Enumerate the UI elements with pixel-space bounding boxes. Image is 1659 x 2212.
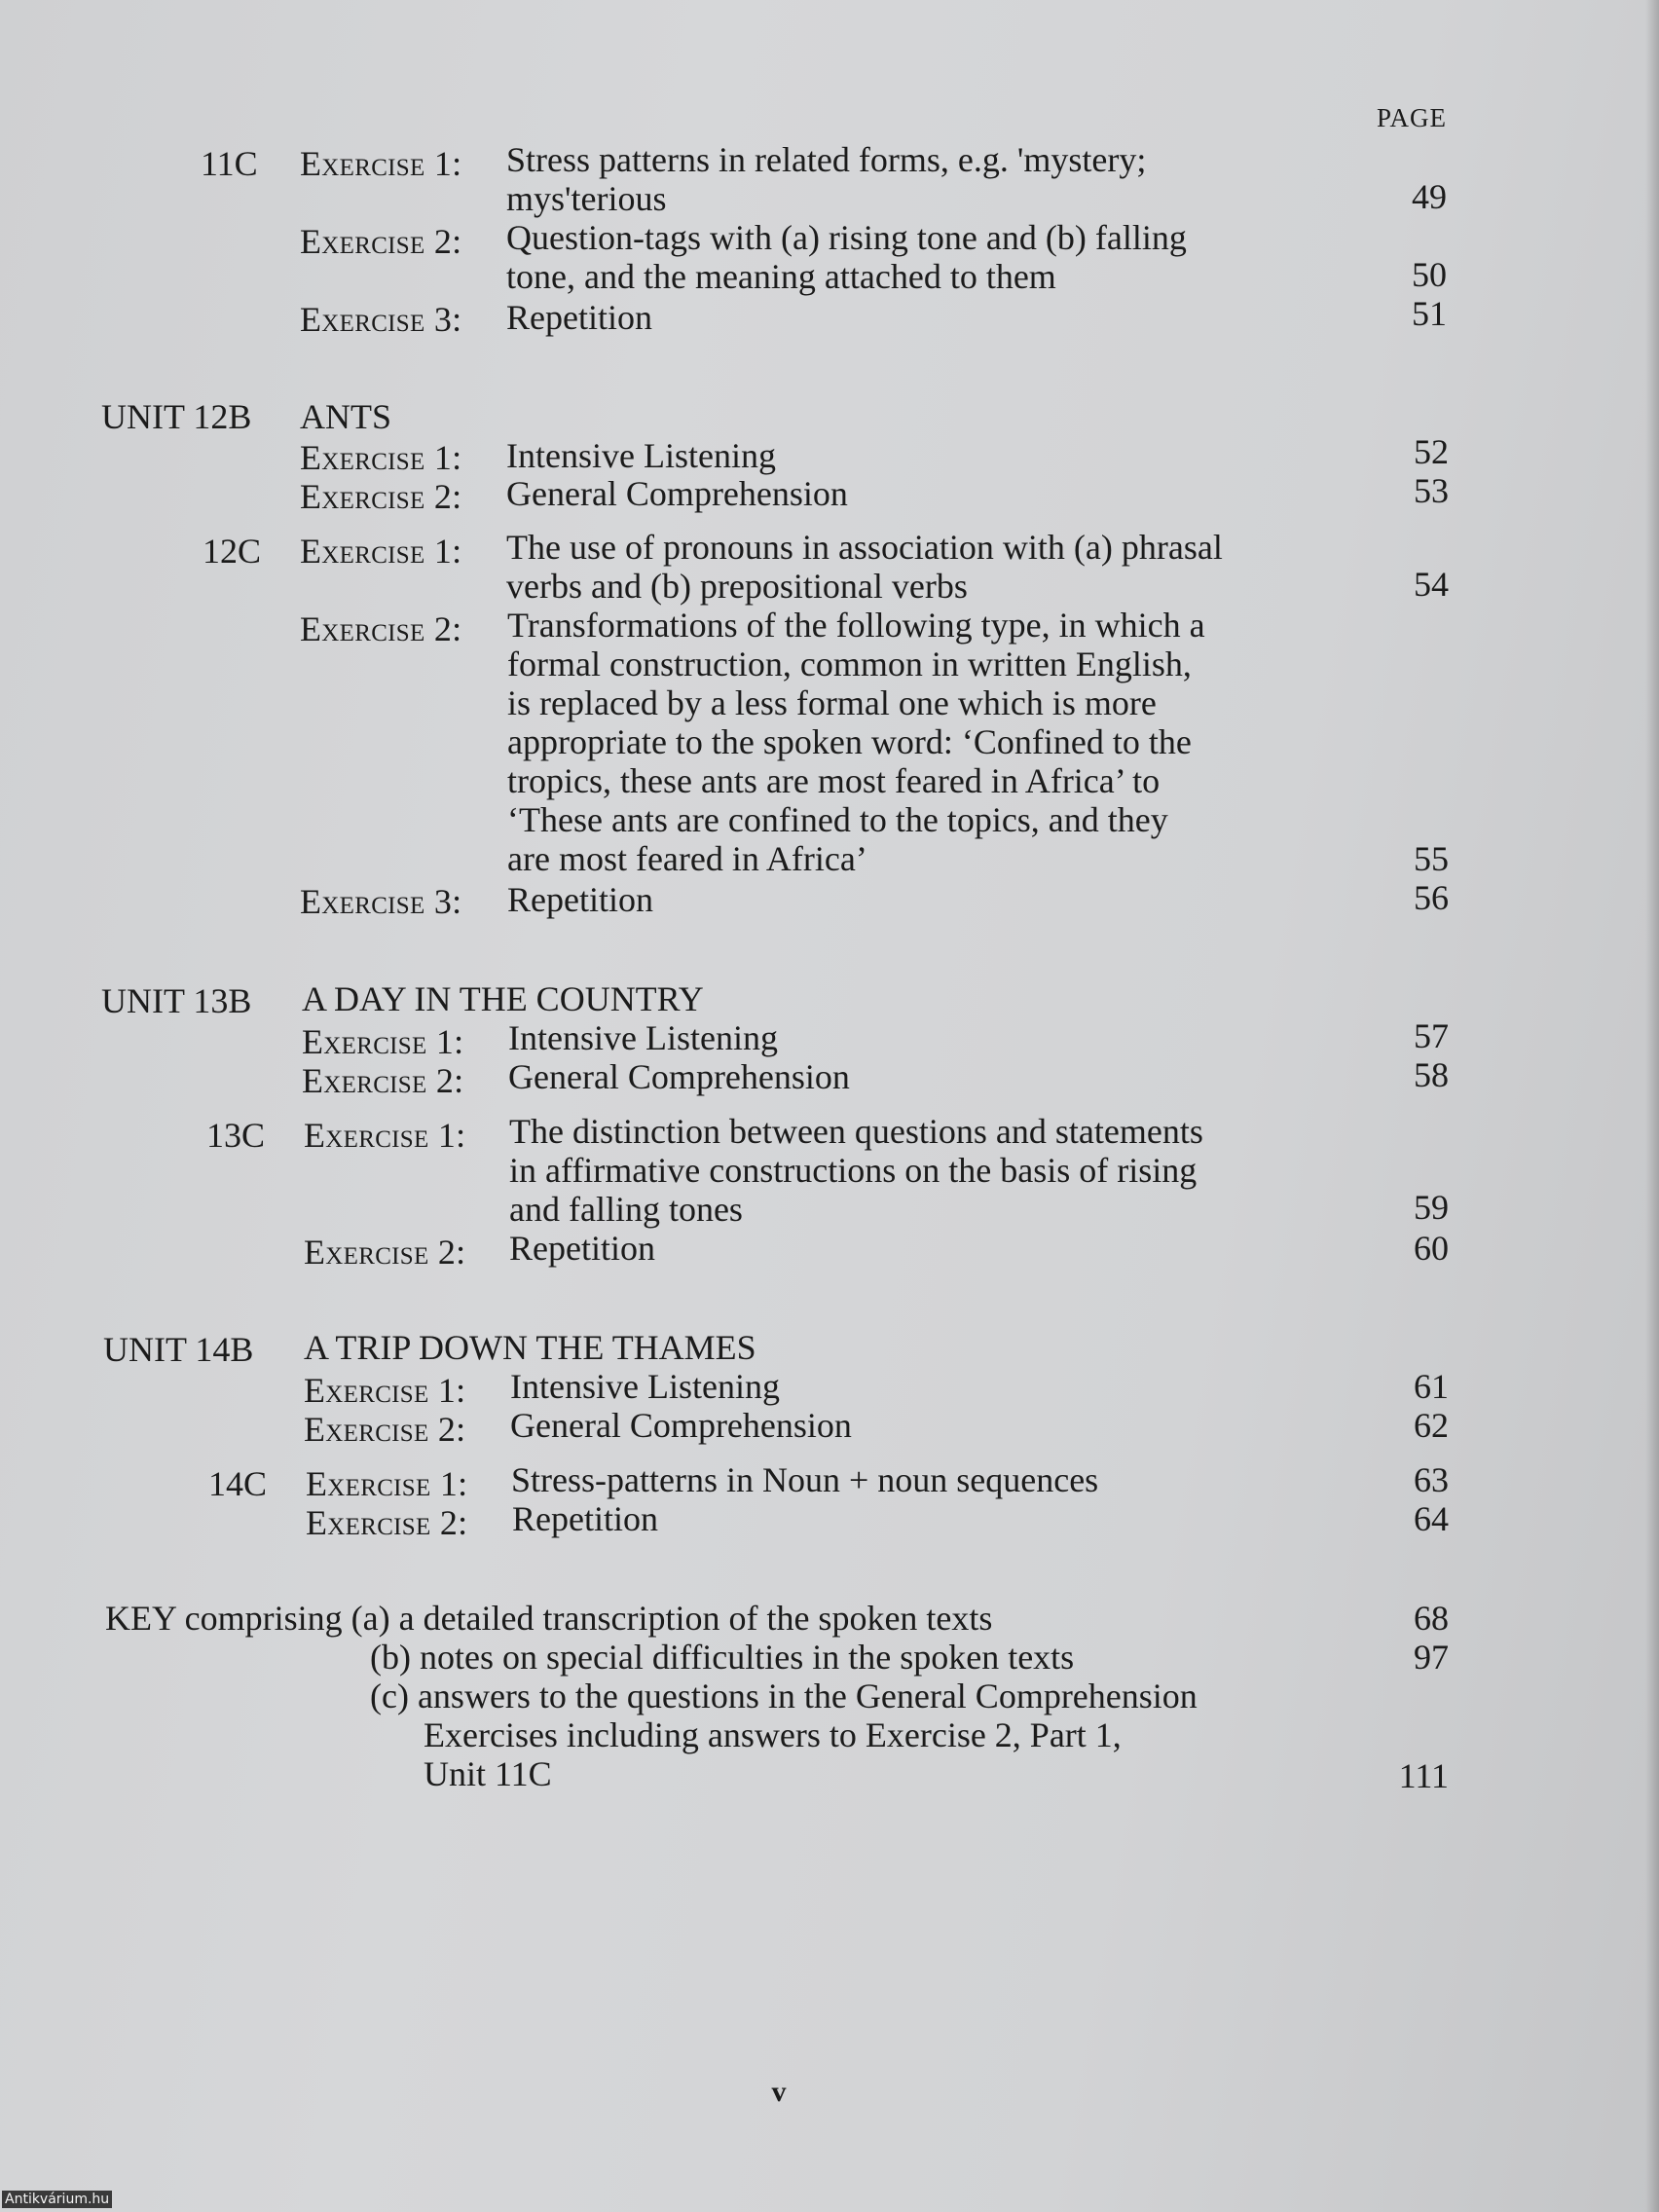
entry-text: Question-tags with (a) rising tone and (b) falling <box>506 218 1187 257</box>
entry-text: Repetition <box>509 1229 655 1268</box>
entry-text: mys'terious <box>506 179 667 218</box>
entry-text: The distinction between questions and statements <box>509 1112 1203 1151</box>
exercise-label: Exercise 1: <box>306 1464 468 1503</box>
entry-text: Transformations of the following type, in which a <box>507 606 1205 645</box>
page-number: 62 <box>1414 1406 1449 1445</box>
key-entry: (c) answers to the questions in the General Comprehension <box>370 1677 1198 1715</box>
exercise-label: Exercise 1: <box>304 1371 466 1410</box>
page-column-header: PAGE <box>1376 103 1447 132</box>
page-number: 61 <box>1414 1367 1449 1406</box>
entry-text: Intensive Listening <box>510 1367 780 1406</box>
entry-text: verbs and (b) prepositional verbs <box>506 567 968 606</box>
section-14c-label: 14C <box>208 1464 268 1503</box>
page-number: 52 <box>1414 432 1449 471</box>
unit-14b-label: UNIT 14B <box>103 1330 254 1369</box>
unit-13b-label: UNIT 13B <box>101 981 252 1020</box>
page-number: 50 <box>1412 255 1447 294</box>
unit-12b-label: UNIT 12B <box>101 397 252 436</box>
entry-text: The use of pronouns in association with (a) phrasal <box>506 528 1223 567</box>
entry-text: Repetition <box>512 1499 658 1538</box>
exercise-label: Exercise 1: <box>304 1116 466 1155</box>
entry-text: and falling tones <box>509 1190 743 1229</box>
page-number: 111 <box>1398 1756 1449 1795</box>
page-number: 60 <box>1414 1229 1449 1268</box>
section-12c-label: 12C <box>203 532 262 571</box>
section-13c-label: 13C <box>206 1116 266 1155</box>
exercise-label: Exercise 2: <box>300 477 462 516</box>
exercise-label: Exercise 3: <box>300 882 462 921</box>
entry-text: General Comprehension <box>506 474 848 513</box>
entry-text: formal construction, common in written English, <box>507 645 1192 683</box>
entry-text: appropriate to the spoken word: ‘Confined to the <box>507 722 1192 761</box>
key-entry: Unit 11C <box>424 1754 552 1793</box>
entry-text: ‘These ants are confined to the topics, and they <box>507 800 1168 839</box>
page-number: 49 <box>1412 177 1447 216</box>
exercise-label: Exercise 2: <box>304 1233 466 1272</box>
page-number: 53 <box>1414 471 1449 510</box>
exercise-label: Exercise 1: <box>300 532 462 571</box>
page-number: 97 <box>1414 1638 1449 1677</box>
unit-title: ANTS <box>300 397 392 436</box>
entry-text: Stress patterns in related forms, e.g. 'mystery; <box>506 140 1147 179</box>
entry-text: General Comprehension <box>510 1406 852 1445</box>
entry-text: in affirmative constructions on the basis of rising <box>509 1151 1198 1190</box>
key-entry: (b) notes on special difficulties in the spoken texts <box>370 1638 1075 1677</box>
entry-text: are most feared in Africa’ <box>507 839 867 878</box>
key-entry: KEY comprising (a) a detailed transcription of the spoken texts <box>105 1599 993 1638</box>
exercise-label: Exercise 1: <box>300 438 462 477</box>
page-number: 59 <box>1414 1188 1449 1227</box>
page-number: 63 <box>1414 1460 1449 1499</box>
exercise-label: Exercise 2: <box>300 222 462 261</box>
entry-text: tone, and the meaning attached to them <box>506 257 1056 296</box>
page-number: 51 <box>1412 294 1447 333</box>
watermark: Antikvárium.hu <box>2 2191 112 2208</box>
key-entry: Exercises including answers to Exercise 2, Part 1, <box>424 1715 1122 1754</box>
entry-text: Intensive Listening <box>506 436 776 475</box>
page-number: 55 <box>1414 839 1449 878</box>
exercise-label: Exercise 3: <box>300 300 462 339</box>
entry-text: Repetition <box>506 298 652 337</box>
page-number: 58 <box>1414 1055 1449 1094</box>
page-number: 57 <box>1414 1016 1449 1055</box>
folio-number: v <box>771 2076 787 2108</box>
exercise-label: Exercise 2: <box>304 1410 466 1449</box>
unit-title: A TRIP DOWN THE THAMES <box>304 1328 756 1367</box>
page-number: 56 <box>1414 878 1449 917</box>
entry-text: Stress-patterns in Noun + noun sequences <box>511 1460 1099 1499</box>
entry-text: General Comprehension <box>508 1057 850 1096</box>
unit-title: A DAY IN THE COUNTRY <box>302 979 704 1018</box>
page-number: 64 <box>1414 1499 1449 1538</box>
exercise-label: Exercise 1: <box>302 1022 464 1061</box>
page-edge-shadow <box>1645 0 1659 2212</box>
section-11c-label: 11C <box>201 144 258 183</box>
entry-text: Repetition <box>507 880 653 919</box>
entry-text: Intensive Listening <box>508 1018 778 1057</box>
exercise-label: Exercise 1: <box>300 144 462 183</box>
page-number: 68 <box>1414 1599 1449 1638</box>
exercise-label: Exercise 2: <box>300 609 462 648</box>
page-number: 54 <box>1414 565 1449 604</box>
entry-text: is replaced by a less formal one which is more <box>507 683 1157 722</box>
entry-text: tropics, these ants are most feared in Africa’ to <box>507 761 1161 800</box>
exercise-label: Exercise 2: <box>306 1503 468 1542</box>
exercise-label: Exercise 2: <box>302 1061 464 1100</box>
